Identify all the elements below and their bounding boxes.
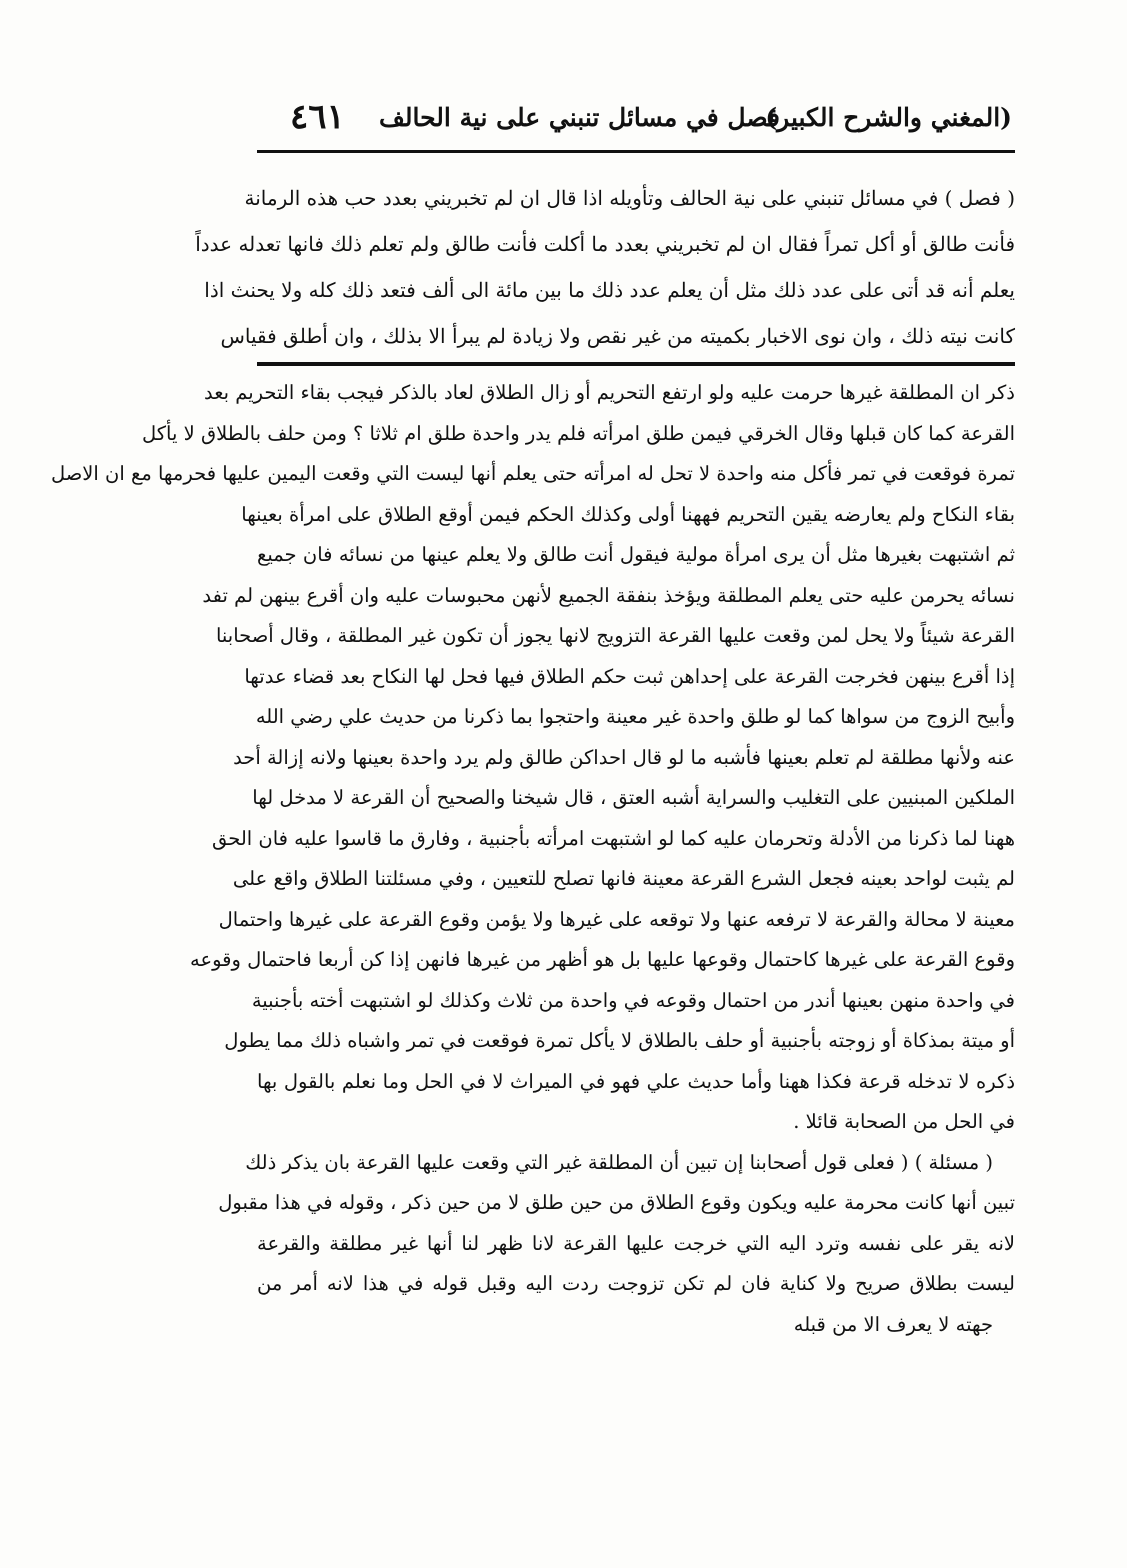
section-title: فصل في مسائل تنبني على نية الحالف (379, 103, 780, 132)
commentary-line: إذا أقرع بينهن فخرجت القرعة على إحداهن ثبت حكم الطلاق فيها فحل لها النكاح بعد قضاء عدتها (244, 664, 1015, 688)
commentary-line: الملكين المبنيين على التغليب والسراية أشبه العتق ، قال شيخنا والصحيح أن القرعة لا مدخل لها (252, 786, 1015, 809)
main-text-line: ( فصل ) في مسائل تنبني على نية الحالف وتأويله اذا قال ان لم تخبريني بعدد حب هذه الرمانة (244, 186, 1015, 210)
book-title: (المغني والشرح الكبير) (765, 103, 1012, 132)
commentary-line: تبين أنها كانت محرمة عليه ويكون وقوع الطلاق من حين طلق لا من حين ذكر ، وقوله في هذا مقبول (218, 1191, 1015, 1214)
commentary-line: لانه يقر على نفسه وترد اليه التي خرجت عليها القرعة لانا ظهر لنا أنها غير مطلقة والقرعة (257, 1231, 1015, 1255)
commentary-line: القرعة كما كان قبلها وقال الخرقي فيمن طلق امرأته فلم يدر واحدة طلق ام ثلاثا ؟ ومن حلف بالطلاق لا يأكل (142, 421, 1015, 445)
commentary-line: وقوع القرعة على غيرها كاحتمال وقوعها عليها بل هو أظهر من غيرها فانهن إذا كن أربعا فاحتمال وقوعه (190, 948, 1015, 971)
commentary-line: عنه ولأنها مطلقة لم تعلم بعينها فأشبه ما لو قال احداكن طالق ولم يرد واحدة بعينها ولانه إزالة أحد (233, 745, 1015, 769)
commentary-line: ( مسئلة ) ( فعلى قول أصحابنا إن تبين أن المطلقة غير التي وقعت عليها القرعة بان يذكر ذلك (245, 1150, 993, 1174)
commentary-line: ذكر ان المطلقة غيرها حرمت عليه ولو ارتفع التحريم أو زال الطلاق لعاد بالذكر فيجب بقاء التحريم بعد (203, 381, 1015, 404)
page-number: ٤٦١ (290, 97, 345, 137)
commentary-line (257, 1345, 1015, 1386)
main-text (195, 175, 1015, 359)
commentary-line: تمرة فوقعت في تمر فأكل منه واحدة لا تحل له امرأته حتى يعلم أنها ليست التي وقعت اليمين عليها فحرمها مع ان الاصل (50, 462, 1015, 485)
commentary-line: ثم اشتبهت بغيرها مثل أن يرى امرأة مولية فيقول أنت طالق ولا يعلم عينها من نسائه فان جميع (257, 543, 1015, 566)
commentary-line (257, 1386, 1015, 1427)
main-text-line: يعلم أنه قد أتى على عدد ذلك مثل أن يعلم عدد ذلك ما بين مائة الى ألف فتعد ذلك كله ولا يحنث اذا (204, 278, 1015, 302)
commentary-line: بقاء النكاح ولم يعارضه يقين التحريم فههنا أولى وكذلك الحكم فيمن أوقع الطلاق على امرأة بعينها (241, 502, 1015, 526)
commentary-line: أو ميتة بمذكاة أو زوجته بأجنبية أو حلف بالطلاق لا يأكل تمرة فوقعت في تمر واشباه ذلك مما يطول (224, 1029, 1015, 1052)
header-rule (257, 150, 1015, 153)
commentary-line: جهته لا يعرف الا من قبله (793, 1312, 993, 1336)
commentary-line: القرعة شيئاً ولا يحل لمن وقعت عليها القرعة التزويج لانها يجوز أن تكون غير المطلقة ، وقال أصحابنا (215, 624, 1015, 647)
commentary-line: ليست بطلاق صريح ولا كناية فان لم تكن تزوجت ردت اليه وقبل قوله في هذا لانه أمر من (257, 1272, 1015, 1295)
commentary-line: معينة لا محالة والقرعة لا ترفعه عنها ولا توقعه على غيرها ولا يؤمن وقوع القرعة على غيرها واحتمال (218, 907, 1015, 931)
main-text-line: فأنت طالق أو أكل تمراً فقال ان لم تخبريني بعدد ما أكلت فأنت طالق ولم تعلم ذلك فانها تعدله عدداً (195, 232, 1015, 256)
commentary-line: في الحل من الصحابة قائلا . (793, 1110, 1015, 1133)
commentary-line: ههنا لما ذكرنا من الأدلة وتحرمان عليه كما لو اشتبهت امرأته بأجنبية ، وفارق ما قاسوا عليه فان الحق (211, 826, 1015, 850)
running-header (262, 97, 1012, 147)
commentary-line: لم يثبت لواحد بعينه فجعل الشرع القرعة معينة فانها تصلح للتعيين ، وفي مسئلتنا الطلاق واقع على (232, 867, 1015, 890)
main-text-line: كانت نيته ذلك ، وان نوى الاخبار بكميته من غير نقص ولا زيادة لم يبرأ الا بذلك ، وان أطلق فقياس (220, 324, 1015, 348)
separator-rule (257, 362, 1015, 366)
commentary-line: نسائه يحرمن عليه حتى يعلم المطلقة ويؤخذ بنفقة الجميع لأنهن محبوسات عليه وان أقرع بينهن لم تفد (202, 583, 1015, 607)
commentary-text (50, 373, 1016, 1426)
commentary-line: ذكره لا تدخله قرعة فكذا ههنا وأما حديث علي فهو في الميراث لا في الحل وما نعلم بالقول بها (257, 1069, 1016, 1093)
commentary-line: في واحدة منهن بعينها أندر من احتمال وقوعه في واحدة من ثلاث وكذلك لو اشتبهت أخته بأجنبية (251, 988, 1015, 1012)
commentary-line: وأبيح الزوج من سواها كما لو طلق واحدة غير معينة واحتجوا بما ذكرنا من حديث علي رضي الله (255, 705, 1015, 728)
